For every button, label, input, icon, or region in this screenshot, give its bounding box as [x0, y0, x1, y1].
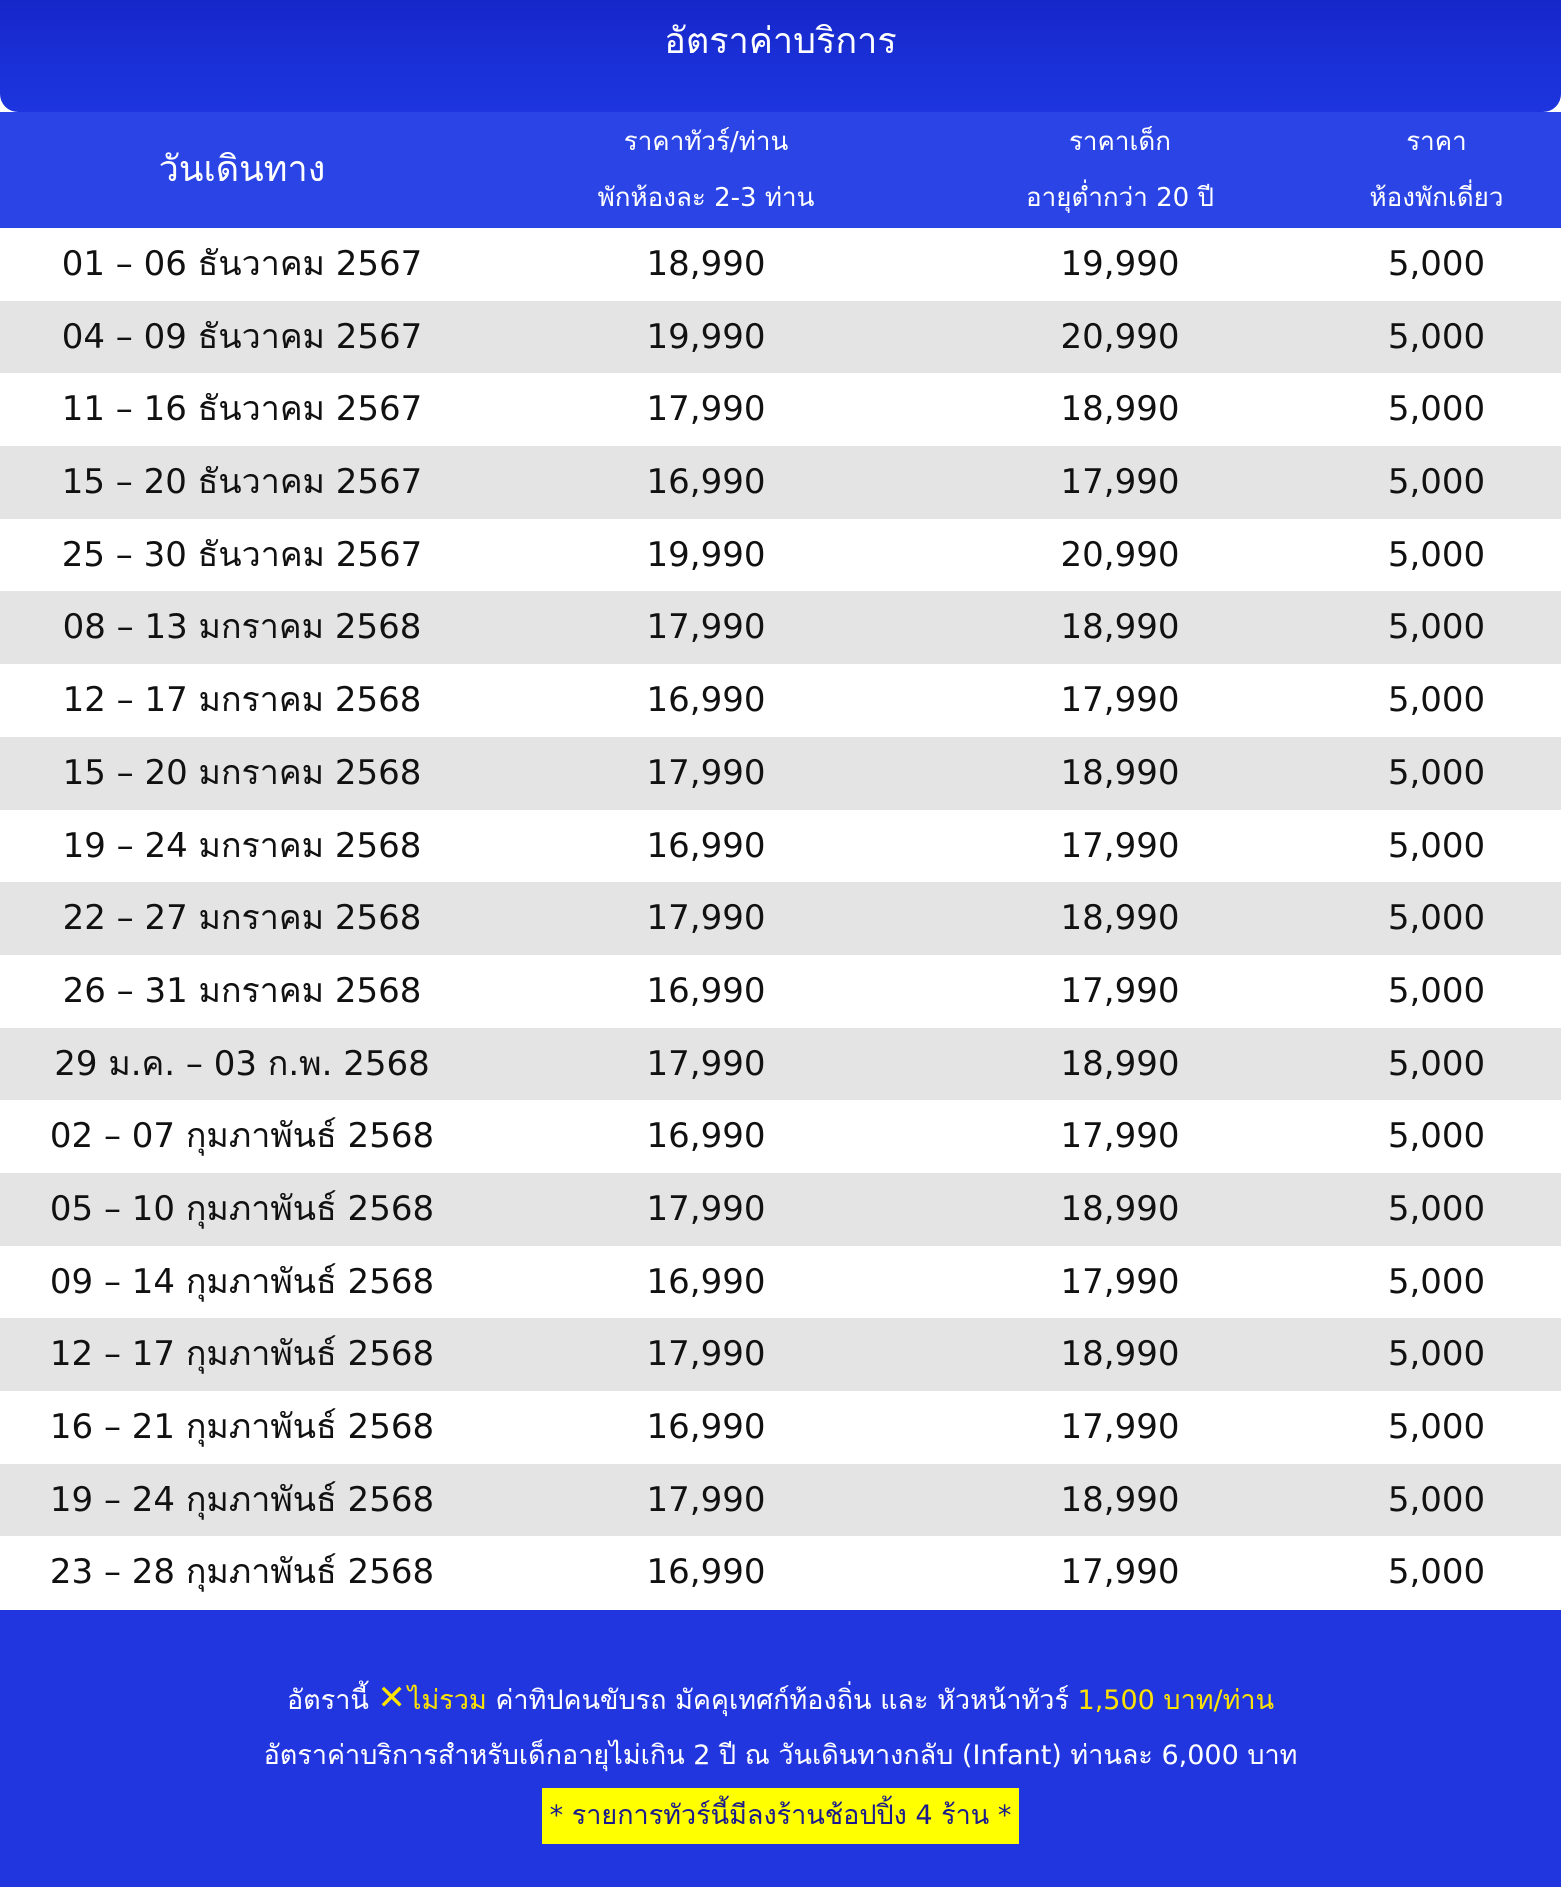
adult-price-cell: 16,990	[646, 462, 766, 503]
single-room-cell: 5,000	[1387, 534, 1486, 575]
single-room-cell: 5,000	[1387, 1188, 1486, 1229]
child-price-cell: 17,990	[1060, 462, 1180, 503]
adult-price-cell: 17,990	[646, 898, 766, 939]
shopping-notice: * รายการทัวร์นี้มีลงร้านช้อปปิ้ง 4 ร้าน *	[542, 1788, 1020, 1844]
table-row	[0, 1318, 1561, 1391]
single-room-cell: 5,000	[1387, 1043, 1486, 1084]
header-adult-line2: พักห้องละ 2-3 ท่าน	[597, 183, 815, 213]
date-cell: 19 – 24 มกราคม 2568	[62, 825, 422, 866]
child-price-cell: 17,990	[1060, 970, 1180, 1011]
adult-price-cell: 16,990	[646, 825, 766, 866]
header-child-line2: อายุต่ำกว่า 20 ปี	[1026, 183, 1214, 213]
table-row	[0, 664, 1561, 737]
page-title: อัตราค่าบริการ	[664, 21, 897, 62]
adult-price-cell: 16,990	[646, 1261, 766, 1302]
adult-price-cell: 17,990	[646, 1188, 766, 1229]
table-row	[0, 446, 1561, 519]
footer-tip-price: 1,500 บาท/ท่าน	[1077, 1685, 1275, 1716]
header-child-price	[928, 112, 1312, 228]
adult-price-cell: 16,990	[646, 1407, 766, 1447]
single-room-cell: 5,000	[1387, 244, 1486, 284]
notice-wrap	[0, 1788, 1561, 1844]
table-row	[0, 228, 1561, 301]
table-row	[0, 1464, 1561, 1537]
header-date-label: วันเดินทาง	[158, 149, 326, 190]
adult-price-cell: 17,990	[646, 1334, 766, 1375]
child-price-cell: 17,990	[1060, 1407, 1180, 1447]
date-cell: 23 – 28 กุมภาพันธ์ 2568	[49, 1552, 435, 1593]
table-row	[0, 810, 1561, 883]
child-price-cell: 17,990	[1060, 1116, 1180, 1157]
footer-excluded-items: ค่าทิปคนขับรถ มัคคุเทศก์ท้องถิ่น และ หัวหน้าทัวร์	[495, 1685, 1069, 1716]
header-single-line2: ห้องพักเดี่ยว	[1369, 183, 1504, 213]
child-price-cell: 17,990	[1060, 1552, 1180, 1593]
adult-price-cell: 19,990	[646, 316, 766, 357]
single-room-cell: 5,000	[1387, 1261, 1486, 1302]
table-row	[0, 955, 1561, 1028]
date-cell: 12 – 17 มกราคม 2568	[62, 680, 422, 721]
table-header	[0, 112, 1561, 228]
price-rows	[0, 228, 1561, 1609]
header-date	[0, 112, 484, 228]
date-cell: 22 – 27 มกราคม 2568	[62, 898, 422, 939]
child-price-cell: 20,990	[1060, 316, 1180, 357]
date-cell: 04 – 09 ธันวาคม 2567	[61, 316, 423, 357]
child-price-cell: 17,990	[1060, 680, 1180, 721]
single-room-cell: 5,000	[1387, 898, 1486, 939]
table-row	[0, 1246, 1561, 1319]
date-cell: 11 – 16 ธันวาคม 2567	[61, 389, 423, 430]
adult-price-cell: 17,990	[646, 1479, 766, 1520]
footer-infant-note: อัตราค่าบริการสำหรับเด็กอายุไม่เกิน 2 ปี ณ วันเดินทางกลับ (Infant) ท่านละ 6,000 บาท	[263, 1740, 1298, 1771]
adult-price-cell: 17,990	[646, 607, 766, 648]
title-banner	[0, 0, 1561, 112]
single-room-cell: 5,000	[1387, 825, 1486, 866]
child-price-cell: 18,990	[1060, 607, 1180, 648]
single-room-cell: 5,000	[1387, 1407, 1486, 1447]
adult-price-cell: 16,990	[646, 970, 766, 1011]
child-price-cell: 19,990	[1060, 244, 1180, 284]
table-row	[0, 301, 1561, 374]
child-price-cell: 18,990	[1060, 752, 1180, 793]
footer-line-excluded	[0, 1678, 1561, 1721]
adult-price-cell: 16,990	[646, 1552, 766, 1593]
date-cell: 09 – 14 กุมภาพันธ์ 2568	[49, 1261, 435, 1302]
adult-price-cell: 16,990	[646, 1116, 766, 1157]
table-row	[0, 591, 1561, 664]
table-row	[0, 1536, 1561, 1609]
child-price-cell: 18,990	[1060, 1334, 1180, 1375]
x-mark-icon: ✕	[377, 1678, 406, 1718]
child-price-cell: 17,990	[1060, 1261, 1180, 1302]
child-price-cell: 18,990	[1060, 1043, 1180, 1084]
child-price-cell: 17,990	[1060, 825, 1180, 866]
single-room-cell: 5,000	[1387, 970, 1486, 1011]
single-room-cell: 5,000	[1387, 680, 1486, 721]
table-row	[0, 1391, 1561, 1464]
footer-prefix: อัตรานี้	[286, 1685, 369, 1716]
single-room-cell: 5,000	[1387, 1116, 1486, 1157]
single-room-cell: 5,000	[1387, 1479, 1486, 1520]
date-cell: 01 – 06 ธันวาคม 2567	[61, 244, 423, 284]
child-price-cell: 18,990	[1060, 389, 1180, 430]
adult-price-cell: 17,990	[646, 389, 766, 430]
child-price-cell: 18,990	[1060, 1479, 1180, 1520]
date-cell: 12 – 17 กุมภาพันธ์ 2568	[49, 1334, 435, 1375]
single-room-cell: 5,000	[1387, 1552, 1486, 1593]
child-price-cell: 18,990	[1060, 1188, 1180, 1229]
single-room-cell: 5,000	[1387, 1334, 1486, 1375]
date-cell: 15 – 20 ธันวาคม 2567	[61, 462, 423, 503]
single-room-cell: 5,000	[1387, 462, 1486, 503]
date-cell: 29 ม.ค. – 03 ก.พ. 2568	[54, 1043, 430, 1084]
header-single-room	[1312, 112, 1561, 228]
child-price-cell: 18,990	[1060, 898, 1180, 939]
adult-price-cell: 17,990	[646, 1043, 766, 1084]
table-row	[0, 882, 1561, 955]
date-cell: 15 – 20 มกราคม 2568	[62, 752, 422, 793]
adult-price-cell: 19,990	[646, 534, 766, 575]
date-cell: 16 – 21 กุมภาพันธ์ 2568	[49, 1407, 435, 1447]
footer-excluded-label: ไม่รวม	[407, 1685, 487, 1716]
header-adult-price	[484, 112, 928, 228]
single-room-cell: 5,000	[1387, 389, 1486, 430]
single-room-cell: 5,000	[1387, 316, 1486, 357]
date-cell: 08 – 13 มกราคม 2568	[62, 607, 422, 648]
date-cell: 19 – 24 กุมภาพันธ์ 2568	[49, 1479, 435, 1520]
adult-price-cell: 17,990	[646, 752, 766, 793]
footer-notes	[0, 1610, 1561, 1887]
date-cell: 25 – 30 ธันวาคม 2567	[61, 534, 423, 575]
table-row	[0, 1028, 1561, 1101]
date-cell: 26 – 31 มกราคม 2568	[62, 970, 422, 1011]
single-room-cell: 5,000	[1387, 607, 1486, 648]
table-row	[0, 1173, 1561, 1246]
table-row	[0, 519, 1561, 592]
header-single-line1: ราคา	[1406, 127, 1467, 157]
header-child-line1: ราคาเด็ก	[1068, 127, 1172, 157]
table-row	[0, 1100, 1561, 1173]
single-room-cell: 5,000	[1387, 752, 1486, 793]
adult-price-cell: 16,990	[646, 680, 766, 721]
table-row	[0, 737, 1561, 810]
child-price-cell: 20,990	[1060, 534, 1180, 575]
header-adult-line1: ราคาทัวร์/ท่าน	[623, 127, 789, 157]
adult-price-cell: 18,990	[646, 244, 766, 284]
date-cell: 02 – 07 กุมภาพันธ์ 2568	[49, 1116, 435, 1157]
date-cell: 05 – 10 กุมภาพันธ์ 2568	[49, 1188, 435, 1229]
table-row	[0, 373, 1561, 446]
